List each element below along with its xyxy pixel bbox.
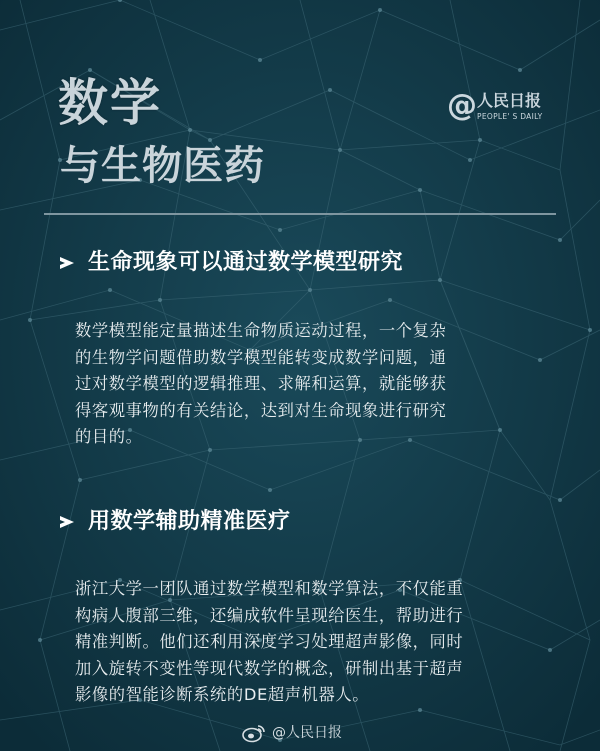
section-paragraph-2	[75, 576, 527, 709]
at-sign-icon: @	[447, 88, 477, 123]
paragraph-line: 的生物学问题借助数学模型能转变成数学问题，通	[75, 347, 447, 367]
page-title: 数学	[58, 74, 162, 132]
paragraph-line: 浙江大学一团队通过数学模型和数学算法，不仅能重	[75, 579, 464, 598]
logo-english-text: PEOPLE' S DAILY	[477, 112, 543, 121]
weibo-icon	[242, 723, 266, 743]
section-heading-2	[60, 507, 291, 537]
weibo-watermark	[242, 721, 342, 745]
peoples-daily-logo	[447, 88, 557, 127]
paragraph-line: 影像的智能诊断系统的DE超声机器人。	[75, 685, 370, 704]
section-heading-1	[60, 248, 403, 278]
logo-chinese-text: 人民日报	[477, 91, 542, 110]
title-divider	[44, 213, 556, 215]
section-paragraph-1	[75, 318, 527, 451]
paragraph-line: 精准判断。他们还利用深度学习处理超声影像，同时	[75, 632, 464, 651]
paragraph-line: 过对数学模型的逻辑推理、求解和运算，就能够获	[75, 374, 447, 393]
watermark-text: @人民日报	[272, 725, 342, 741]
arrow-bullet-icon	[60, 516, 74, 528]
section-title: 用数学辅助精准医疗	[88, 509, 291, 534]
paragraph-line: 数学模型能定量描述生命物质运动过程，一个复杂	[75, 321, 447, 340]
paragraph-line: 加入旋转不变性等现代数学的概念，研制出基于超声	[75, 658, 464, 678]
paragraph-line: 得客观事物的有关结论，达到对生命现象进行研究	[75, 400, 447, 420]
paragraph-line: 的目的。	[75, 427, 143, 446]
section-title: 生命现象可以通过数学模型研究	[88, 250, 404, 275]
paragraph-line: 构病人腹部三维，还编成软件呈现给医生，帮助进行	[75, 605, 464, 625]
page-subtitle: 与生物医药	[60, 143, 265, 189]
arrow-bullet-icon	[60, 257, 74, 269]
